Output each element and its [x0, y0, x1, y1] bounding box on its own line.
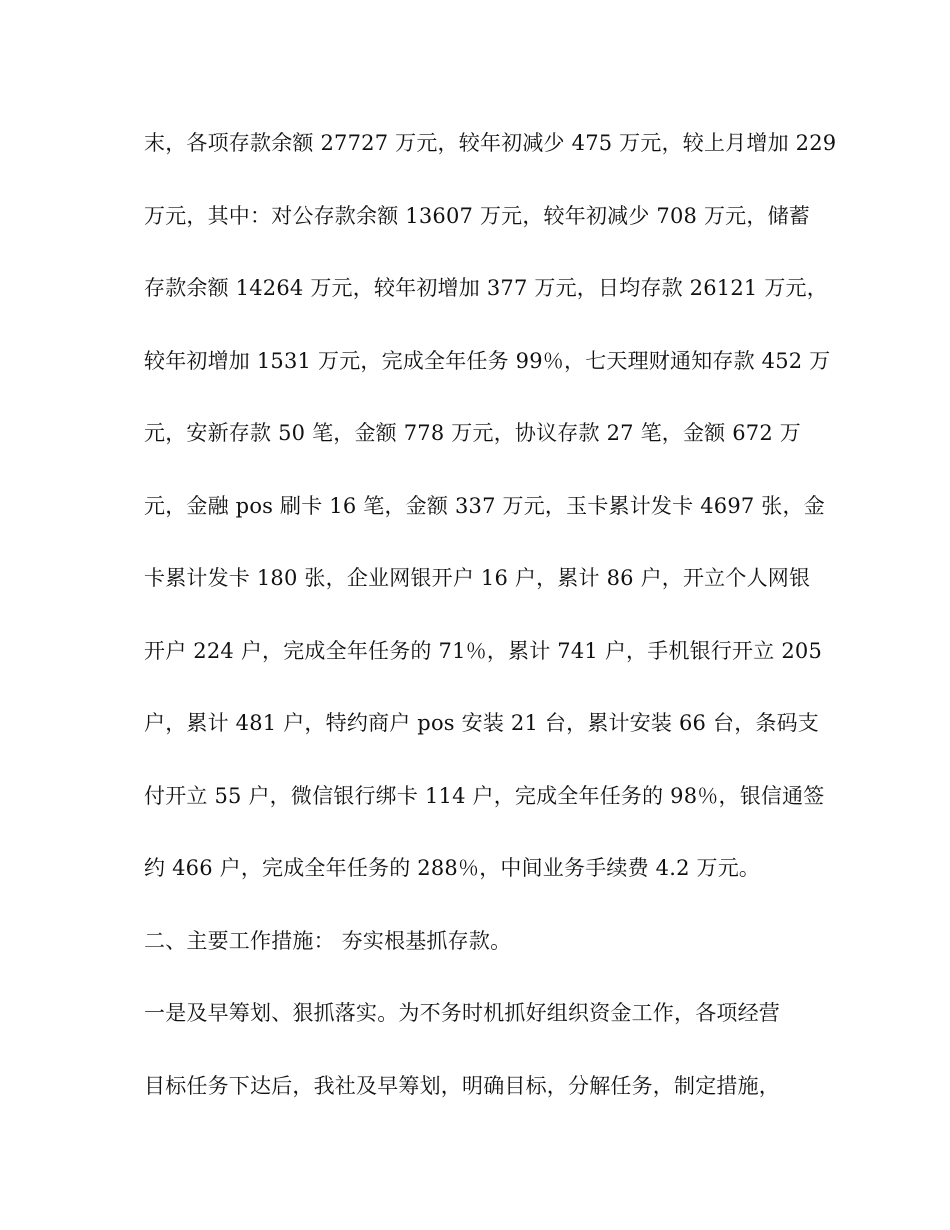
body-text-line: 较年初增加 1531 万元，完成全年任务 99％，七天理财通知存款 452 万: [144, 349, 831, 373]
body-text-line: 约 466 户，完成全年任务的 288％，中间业务手续费 4.2 万元。: [144, 856, 761, 880]
body-text-line: 元，安新存款 50 笔，金额 778 万元，协议存款 27 笔，金额 672 万: [144, 421, 802, 445]
body-text-line: 末，各项存款余额 27727 万元，较年初减少 475 万元，较上月增加 229: [144, 131, 837, 155]
body-text-line: 开户 224 户，完成全年任务的 71％，累计 741 户，手机银行开立 205: [144, 639, 823, 663]
body-text-line: 万元，其中：对公存款余额 13607 万元，较年初减少 708 万元，储蓄: [144, 204, 810, 228]
body-text-line: 存款余额 14264 万元，较年初增加 377 万元，日均存款 26121 万元，: [144, 276, 828, 300]
body-text-line: 户，累计 481 户，特约商户 pos 安装 21 台，累计安装 66 台，条码支: [144, 711, 819, 735]
body-text-line: 目标任务下达后，我社及早筹划，明确目标，分解任务，制定措施，: [144, 1074, 780, 1098]
body-text-line: 一是及早筹划、狠抓落实。为不务时机抓好组织资金工作，各项经营: [144, 1001, 780, 1025]
body-text-line: 付开立 55 户，微信银行绑卡 114 户，完成全年任务的 98％，银信通签: [144, 784, 825, 808]
section-heading: 二、主要工作措施： 夯实根基抓存款。: [144, 929, 512, 953]
body-text-line: 元，金融 pos 刷卡 16 笔，金额 337 万元，玉卡累计发卡 4697 张，金: [144, 494, 825, 518]
body-text-line: 卡累计发卡 180 张，企业网银开户 16 户，累计 86 户，开立个人网银: [144, 566, 811, 590]
